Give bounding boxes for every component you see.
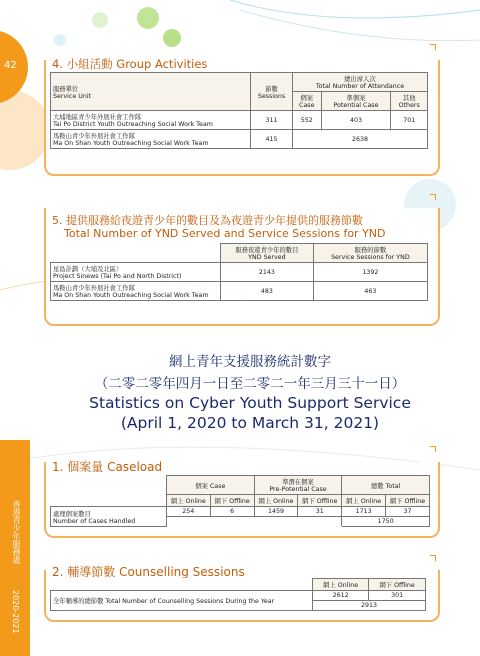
sidebar-year: 2020-2021 <box>11 590 20 634</box>
header-case: 個案 Case <box>293 92 322 111</box>
header-pre-potential: 準潛在個案 Pre-Potential Case <box>254 476 342 495</box>
page-number: 42 <box>4 60 17 71</box>
table-row: 2913 <box>51 601 426 611</box>
group-activities-title: 4. 小組活動 Group Activities <box>52 57 208 71</box>
table-row: 1750 <box>51 517 430 527</box>
caseload-table: 個案 Case 準潛在個案 Pre-Potential Case 總數 Total 網上 Online 網下 Offline 網上 Online 網下 Offline 網上 Online 網下 Offline 處理個案數目 Number of Cases Handled 254 6 1459 31 1713 37 1750 <box>50 475 430 527</box>
header-total: 總數 Total <box>342 476 430 495</box>
cyber-period-en: (April 1, 2020 to March 31, 2021) <box>120 414 380 432</box>
header-sessions: 節數 Sessions <box>251 73 293 111</box>
corner-mark <box>430 44 436 50</box>
header-attendance: 總出席人次 Total Number of Attendance <box>293 73 428 92</box>
corner-mark <box>430 194 436 200</box>
table-row: 馬鞍山青少年外展社會工作隊 Ma On Shan Youth Outreaching Social Work Team 483 463 <box>51 282 428 301</box>
table-row: 大埔地區青少年外展社會工作隊 Tai Po District Youth Outreaching Social Work Team 311 552 403 701 <box>51 111 428 130</box>
cyber-period-zh: （二零二零年四月一日至二零二一年三月三十一日） <box>94 376 406 392</box>
caseload-title: 1. 個案量 Caseload <box>52 460 163 474</box>
ynd-table <box>50 243 428 301</box>
cyber-title-zh: 網上青年支援服務統計數字 <box>169 354 331 370</box>
header-case: 個案 Case <box>167 476 255 495</box>
counselling-title: 2. 輔導節數 Counselling Sessions <box>52 565 245 579</box>
header-potential-case: 準個案 Potential Case <box>321 92 391 111</box>
sidebar-org-name: 香港青少年服務處 <box>12 500 21 564</box>
header-service-unit: 服務單位 Service Unit <box>51 73 251 111</box>
counselling-table: 網上 Online 網下 Offline 全年輔導的總節數 Total Number of Counselling Sessions During the Year 2612 301 2913 <box>50 578 426 611</box>
table-row: 全年輔導的總節數 Total Number of Counselling Sessions During the Year 2612 301 <box>51 591 426 601</box>
table-row: 處理個案數目 Number of Cases Handled 254 6 1459 31 1713 37 <box>51 507 430 517</box>
table-row: 馬鞍山青少年外展社會工作隊 Ma On Shan Youth Outreaching Social Work Team 415 2638 <box>51 130 428 149</box>
header-ynd-sessions: 服務的節數 Service Sessions for YND <box>313 244 427 263</box>
ynd-title-en: Total Number of YND Served and Service Sessions for YND <box>64 227 386 240</box>
corner-mark <box>430 555 436 561</box>
header-others: 其他 Others <box>391 92 428 111</box>
ynd-title-zh: 5. 提供服務給夜遊青少年的數目及為夜遊青少年提供的服務節數 <box>52 214 363 227</box>
group-activities-table <box>50 72 428 149</box>
header-ynd-served: 服務夜遊青少年的數目 YND Served <box>221 244 314 263</box>
cyber-title-en: Statistics on Cyber Youth Support Service <box>89 394 411 412</box>
table-row: 星島計劃（大埔及北區） Project Sinews (Tai Po and North District) 2143 1392 <box>51 263 428 282</box>
corner-mark <box>430 446 436 452</box>
